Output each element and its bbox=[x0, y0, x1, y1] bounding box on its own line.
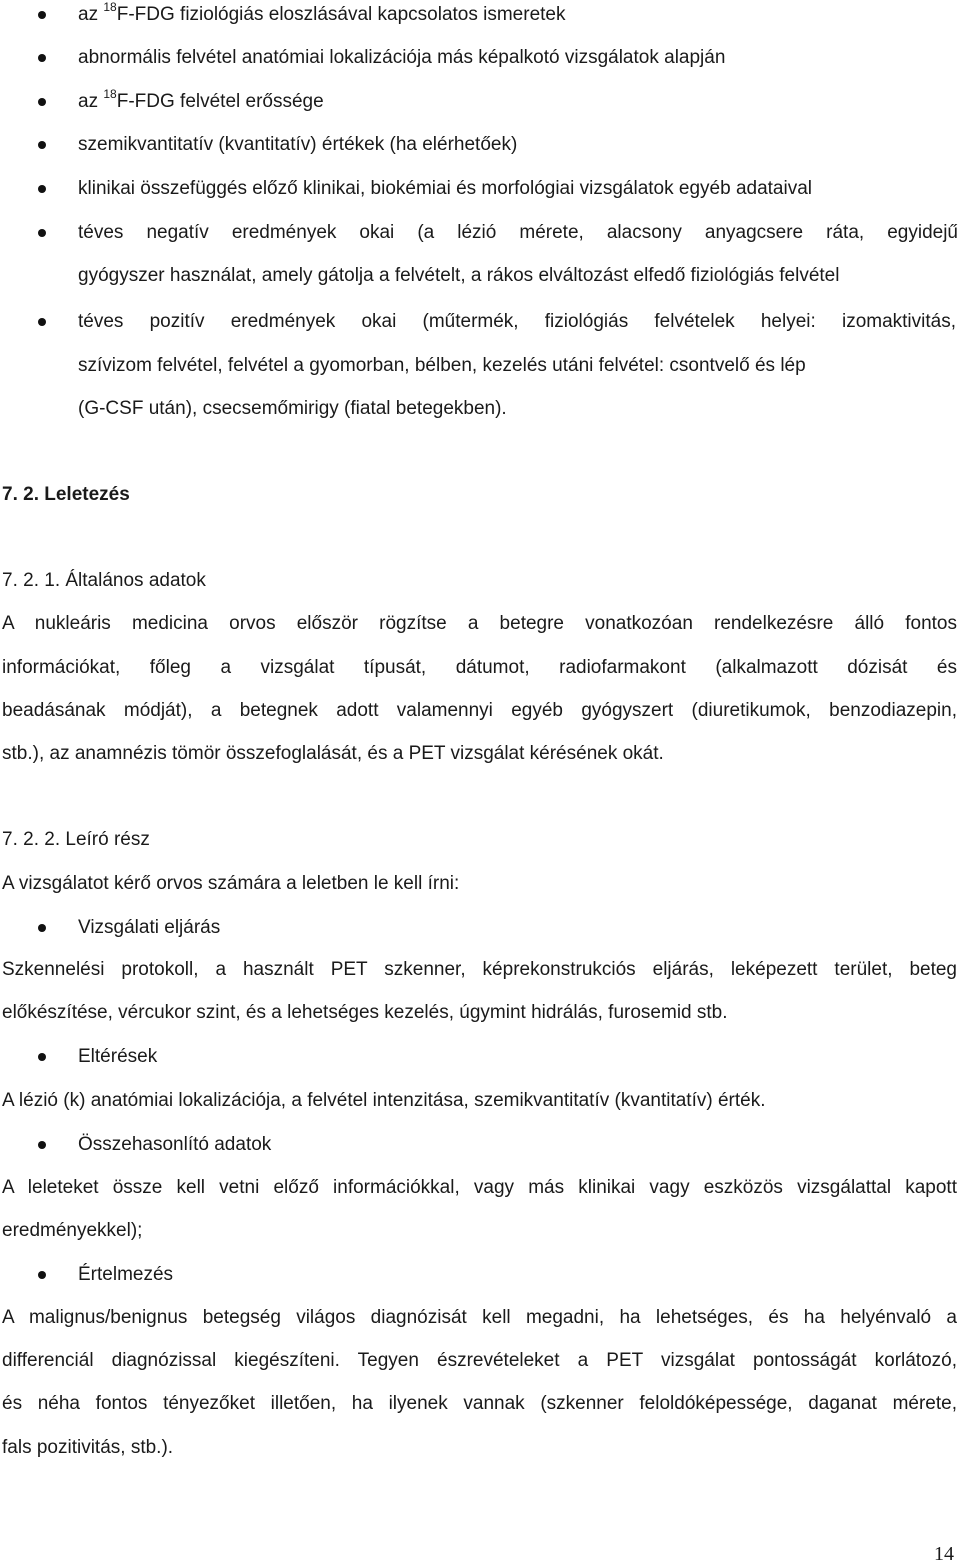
paragraph-line: A vizsgálatot kérő orvos számára a leletben le kell írni: bbox=[2, 873, 460, 894]
bullet-icon bbox=[38, 1053, 46, 1061]
subsection-heading: 7. 2. 2. Leíró rész bbox=[2, 829, 150, 850]
bullet-item-positive-line1: téves pozitív eredmények okai (műtermék, fiziológiás felvételek helyei: izomaktivitás, bbox=[78, 311, 956, 332]
subsection-heading: 7. 2. 1. Általános adatok bbox=[2, 570, 206, 591]
paragraph-line: fals pozitivitás, stb.). bbox=[2, 1437, 174, 1458]
bullet-icon bbox=[38, 924, 46, 932]
bullet-item-positive-line3: (G-CSF után), csecsemőmirigy (fiatal betegekben). bbox=[78, 398, 507, 419]
bullet-item-negative-line1: téves negatív eredmények okai (a lézió mérete, alacsony anyagcsere ráta, egyidejű bbox=[78, 222, 958, 243]
bullet-item: klinikai összefüggés előző klinikai, biokémiai és morfológiai vizsgálatok egyéb adataival bbox=[78, 178, 812, 199]
paragraph-line: beadásának módját), a betegnek adott valamennyi egyéb gyógyszert (diuretikumok, benzodiazepin, bbox=[2, 700, 957, 721]
bullet-icon bbox=[38, 185, 46, 193]
bullet-item: abnormális felvétel anatómiai lokalizációja más képalkotó vizsgálatok alapján bbox=[78, 47, 726, 68]
paragraph-line: A lézió (k) anatómiai lokalizációja, a felvétel intenzitása, szemikvantitatív (kvantitatív) érték. bbox=[2, 1090, 766, 1111]
bullet-label: Eltérések bbox=[78, 1046, 158, 1067]
paragraph-line: A nukleáris medicina orvos először rögzítse a betegre vonatkozóan rendelkezésre álló fontos bbox=[2, 613, 957, 634]
bullet-label: Összehasonlító adatok bbox=[78, 1134, 272, 1155]
bullet-icon bbox=[38, 318, 46, 326]
paragraph-line: A leleteket össze kell vetni előző információkkal, vagy más klinikai vagy eszközös vizsgálattal kapott bbox=[2, 1177, 957, 1198]
bullet-item: az $^{18}$F-FDG fiziológiás eloszlásával kapcsolatos ismeretek bbox=[78, 0, 566, 25]
bullet-icon bbox=[38, 1271, 46, 1279]
bullet-label: Vizsgálati eljárás bbox=[78, 917, 221, 938]
paragraph-line: eredményekkel); bbox=[2, 1220, 143, 1241]
paragraph-line: előkészítése, vércukor szint, és a lehetséges kezelés, úgymint hidrálás, furosemid stb. bbox=[2, 1002, 728, 1023]
bullet-label: Értelmezés bbox=[78, 1264, 174, 1285]
bullet-item-positive-line2: szívizom felvétel, felvétel a gyomorban, bélben, kezelés utáni felvétel: csontvelő és lép bbox=[78, 355, 806, 376]
bullet-item: az $^{18}$F-FDG felvétel erőssége bbox=[78, 86, 324, 112]
bullet-item: szemikvantitatív (kvantitatív) értékek (ha elérhetőek) bbox=[78, 134, 518, 155]
bullet-icon bbox=[38, 98, 46, 106]
bullet-icon bbox=[38, 54, 46, 62]
paragraph-line: A malignus/benignus betegség világos diagnózisát kell megadni, ha lehetséges, és ha helyénvaló a bbox=[2, 1307, 957, 1328]
bullet-icon bbox=[38, 141, 46, 149]
bullet-icon bbox=[38, 229, 46, 237]
paragraph-line: információkat, főleg a vizsgálat típusát, dátumot, radiofarmakont (alkalmazott dózisát és bbox=[2, 657, 957, 678]
paragraph-line: stb.), az anamnézis tömör összefoglalását, és a PET vizsgálat kérésének okát. bbox=[2, 743, 664, 764]
paragraph-line: és néha fontos tényezőket illetően, ha ilyenek vannak (szkenner feloldóképessége, daganat mérete, bbox=[2, 1393, 957, 1414]
paragraph-line: Szkennelési protokoll, a használt PET szkenner, képrekonstrukciós eljárás, leképezett terület, beteg bbox=[2, 959, 957, 980]
bullet-icon bbox=[38, 11, 46, 19]
bullet-item-negative-line2: gyógyszer használat, amely gátolja a felvételt, a rákos elváltozást elfedő fiziológiás felvétel bbox=[78, 265, 840, 286]
page-number: 14 bbox=[934, 1543, 954, 1565]
section-heading: 7. 2. Leletezés bbox=[2, 484, 130, 505]
paragraph-line: differenciál diagnózissal kiegészíteni. Tegyen észrevételeket a PET vizsgálat pontosságát korlátozó, bbox=[2, 1350, 957, 1371]
bullet-icon bbox=[38, 1141, 46, 1149]
